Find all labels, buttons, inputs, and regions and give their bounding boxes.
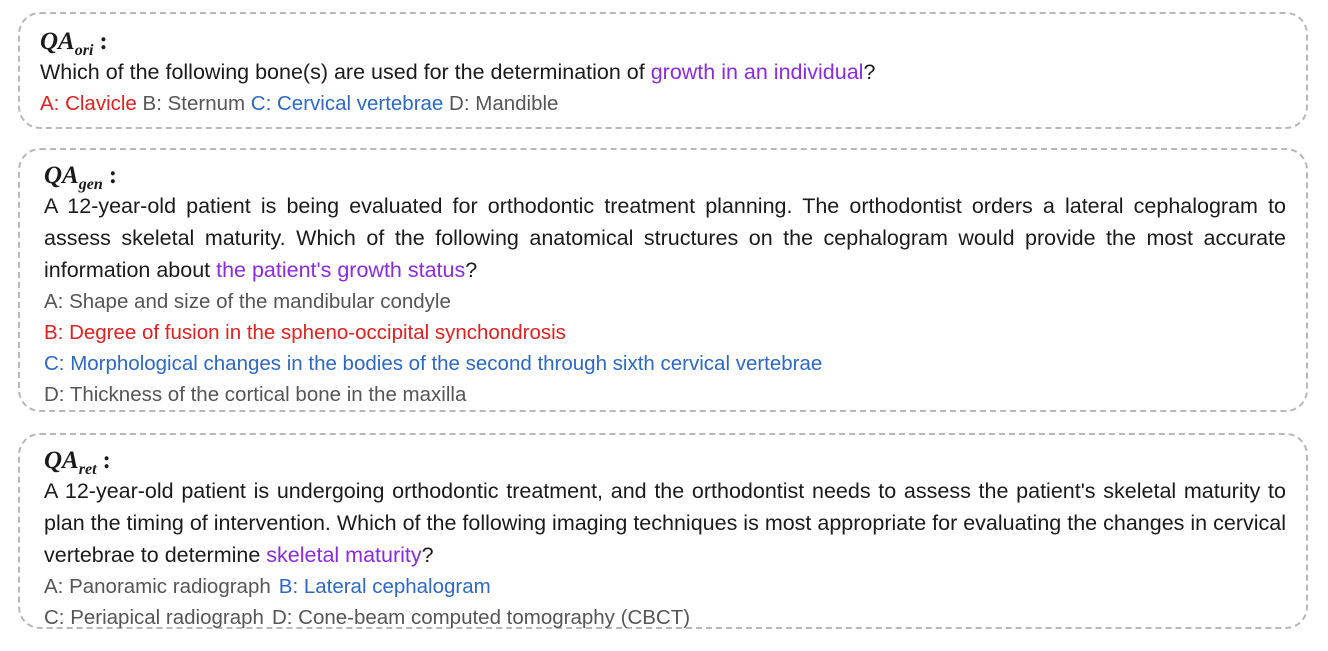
qa-ret-option-c: C: Periapical radiograph [44, 606, 264, 629]
qa-ret-label-sub: ret [78, 461, 97, 478]
qa-gen-label-main: QA [44, 162, 79, 189]
qa-ori-option-d: D: Mandible [449, 92, 559, 115]
qa-ori-question-end: ? [863, 60, 876, 84]
qa-ori-question [40, 56, 1286, 88]
qa-gen-label-sub: gen [78, 176, 103, 193]
qa-gen-question-highlight: the patient's growth status [216, 258, 466, 282]
qa-ori-option-c: C: Cervical vertebrae [250, 92, 444, 115]
qa-ret-question-end: ? [421, 543, 434, 567]
qa-gen-colon: : [108, 162, 118, 189]
qa-gen-question [44, 190, 1286, 286]
qa-ori-panel [18, 12, 1308, 129]
qa-gen-panel [18, 148, 1308, 412]
qa-ori-label-main: QA [40, 28, 75, 55]
qa-ret-panel [18, 433, 1308, 629]
qa-ori-option-b: B: Sternum [142, 92, 246, 115]
qa-gen-question-text: A 12-year-old patient is being evaluated for orthodontic treatment planning. The orthodontist orders a lateral cephalogram to assess skeletal maturity. Which of the following anatomical structures on the cephalogram would provide the most accurate information about [44, 194, 1286, 282]
qa-ret-colon: : [102, 447, 111, 474]
qa-gen-question-end: ? [465, 258, 478, 282]
qa-ret-option-d: D: Cone-beam computed tomography (CBCT) [271, 606, 691, 629]
qa-ret-label [44, 447, 1286, 478]
qa-ret-option-a: A: Panoramic radiograph [44, 575, 271, 598]
qa-gen-option-a: A: Shape and size of the mandibular condyle [44, 290, 451, 313]
qa-ori-question-text: Which of the following bone(s) are used for the determination of [40, 60, 651, 84]
qa-gen-option-b: B: Degree of fusion in the spheno-occipital synchondrosis [44, 321, 566, 344]
qa-ret-question [44, 475, 1286, 571]
qa-gen-label [44, 162, 1286, 193]
qa-ori-option-a: A: Clavicle [40, 92, 137, 115]
qa-ori-label [40, 28, 1286, 59]
qa-ret-label-main: QA [44, 447, 79, 474]
qa-ori-label-sub: ori [74, 42, 94, 59]
qa-gen-option-d: D: Thickness of the cortical bone in the maxilla [44, 383, 467, 406]
qa-ori-colon: : [99, 28, 108, 55]
qa-gen-option-c: C: Morphological changes in the bodies of the second through sixth cervical vertebrae [44, 352, 823, 375]
qa-ret-question-highlight: skeletal maturity [266, 543, 422, 567]
qa-ori-options [40, 88, 1286, 119]
qa-ori-question-highlight: growth in an individual [650, 60, 864, 84]
qa-ret-options-row-1 [44, 571, 1286, 602]
qa-ret-option-b: B: Lateral cephalogram [278, 575, 491, 598]
qa-ret-question-text: A 12-year-old patient is undergoing orthodontic treatment, and the orthodontist needs to assess the patient's skeletal maturity to plan the timing of intervention. Which of the following imaging techniques is most appropriate for evaluating the changes in cervical vertebrae to determine [44, 479, 1286, 567]
qa-ret-options-row-2 [44, 602, 1286, 633]
